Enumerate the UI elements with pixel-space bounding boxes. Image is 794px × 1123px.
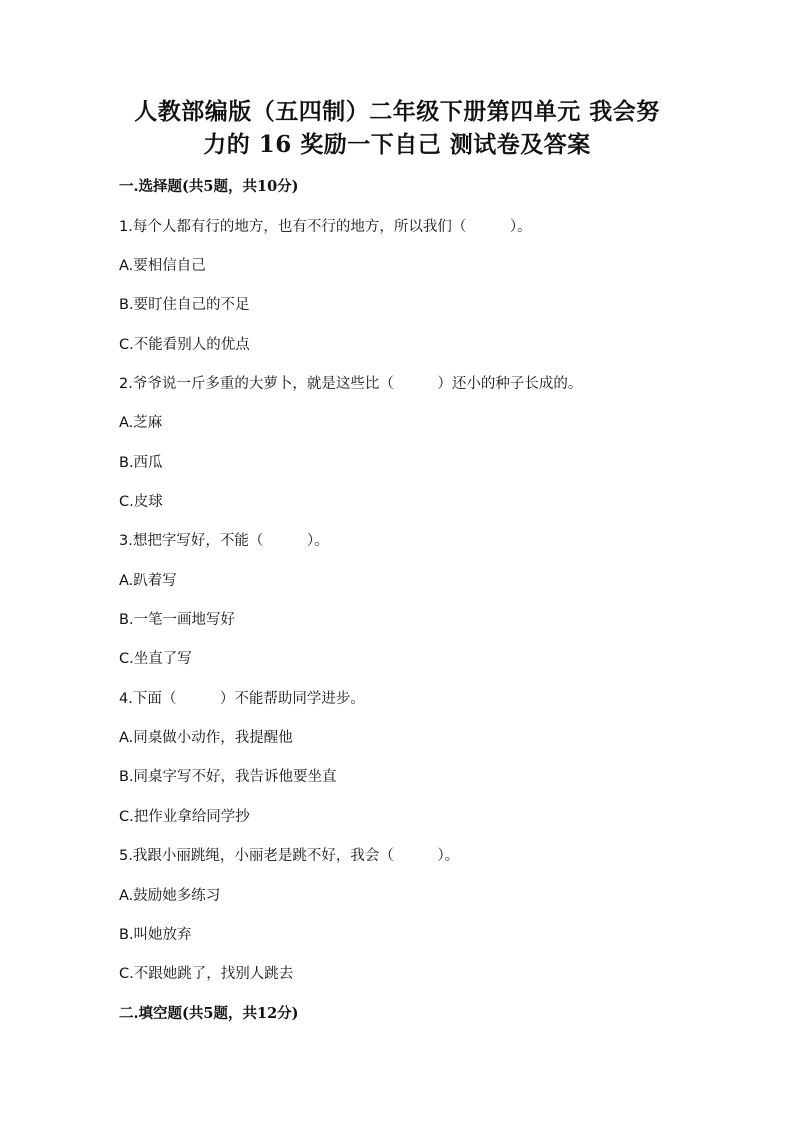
answer-option: B.要盯住自己的不足: [119, 297, 250, 313]
question-stem: 3.想把字写好，不能（ ）。: [119, 533, 329, 549]
answer-option: C.把作业拿给同学抄: [119, 809, 250, 825]
answer-option: B.西瓜: [119, 455, 163, 471]
answer-option: A.鼓励她多练习: [119, 888, 221, 904]
answer-option: B.一笔一画地写好: [119, 612, 236, 628]
document-title-line-1: 人教部编版（五四制）二年级下册第四单元 我会努: [134, 98, 660, 125]
answer-option: C.皮球: [119, 494, 163, 510]
answer-option: A.趴着写: [119, 573, 177, 589]
question-stem: 4.下面（ ）不能帮助同学进步。: [119, 691, 365, 707]
answer-option: C.坐直了写: [119, 651, 192, 667]
answer-option: A.要相信自己: [119, 258, 206, 274]
question-stem: 5.我跟小丽跳绳，小丽老是跳不好，我会（ ）。: [119, 848, 460, 864]
answer-option: B.同桌字写不好，我告诉他要坐直: [119, 769, 337, 785]
question-stem: 1.每个人都有行的地方，也有不行的地方，所以我们（ ）。: [119, 219, 532, 235]
question-stem: 2.爷爷说一斤多重的大萝卜，就是这些比（ ）还小的种子长成的。: [119, 376, 583, 392]
section-heading-multiple-choice: 一.选择题(共5题，共10分): [119, 178, 299, 195]
answer-option: C.不能看别人的优点: [119, 337, 250, 353]
answer-option: B.叫她放弃: [119, 927, 192, 943]
answer-option: A.同桌做小动作，我提醒他: [119, 730, 293, 746]
section-heading-fill-in-blank: 二.填空题(共5题，共12分): [119, 1005, 299, 1022]
answer-option: C.不跟她跳了，找别人跳去: [119, 966, 294, 982]
document-title-line-2: 力的 16 奖励一下自己 测试卷及答案: [203, 131, 591, 158]
answer-option: A.芝麻: [119, 415, 163, 431]
